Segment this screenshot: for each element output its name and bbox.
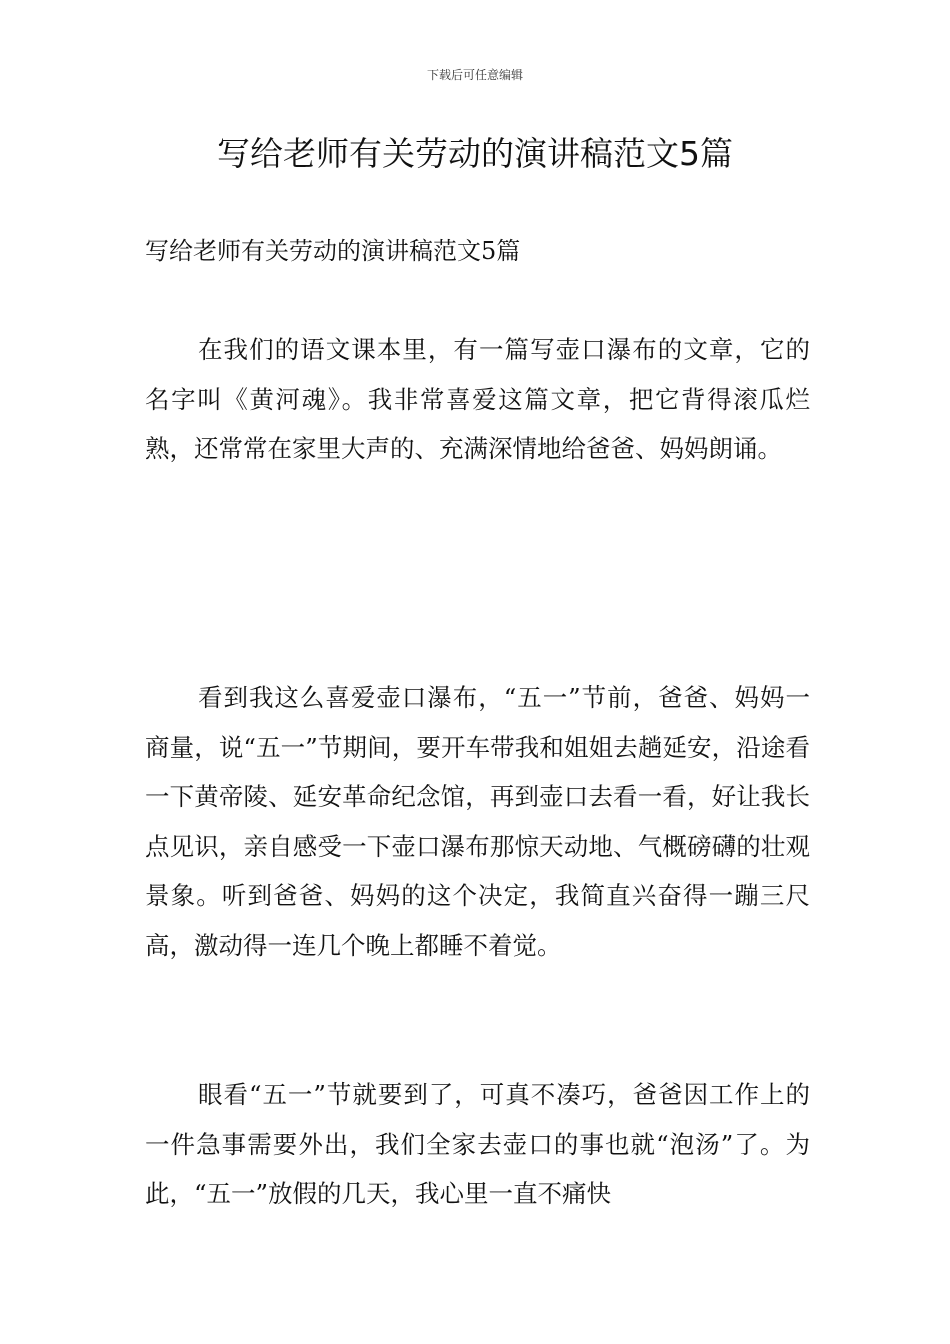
paragraph-1: 在我们的语文课本里，有一篇写壶口瀑布的文章，它的名字叫《黄河魂》。我非常喜爱这篇文章，把它背得滚瓜烂熟，还常常在家里大声的、充满深情地给爸爸、妈妈朗诵。 — [145, 335, 810, 463]
document-subtitle: 写给老师有关劳动的演讲稿范文5篇 — [145, 237, 521, 265]
paragraph-3: 眼看“五一”节就要到了，可真不凑巧，爸爸因工作上的一件急事需要外出，我们全家去壶口的事也就“泡汤”了。为此，“五一”放假的几天，我心里一直不痛快 — [145, 1080, 810, 1208]
document-title: 写给老师有关劳动的演讲稿范文5篇 — [217, 134, 733, 173]
paragraph-2: 看到我这么喜爱壶口瀑布，“五一”节前，爸爸、妈妈一商量，说“五一”节期间，要开车带我和姐姐去趟延安，沿途看一下黄帝陵、延安革命纪念馆，再到壶口去看一看，好让我长点见识，亲自感受一下壶口瀑布那惊天动地、气概磅礴的壮观景象。听到爸爸、妈妈的这个决定，我简直兴奋得一蹦三尺高，激动得一连几个晚上都睡不着觉。 — [145, 683, 810, 960]
download-note: 下载后可任意编辑 — [426, 68, 523, 82]
